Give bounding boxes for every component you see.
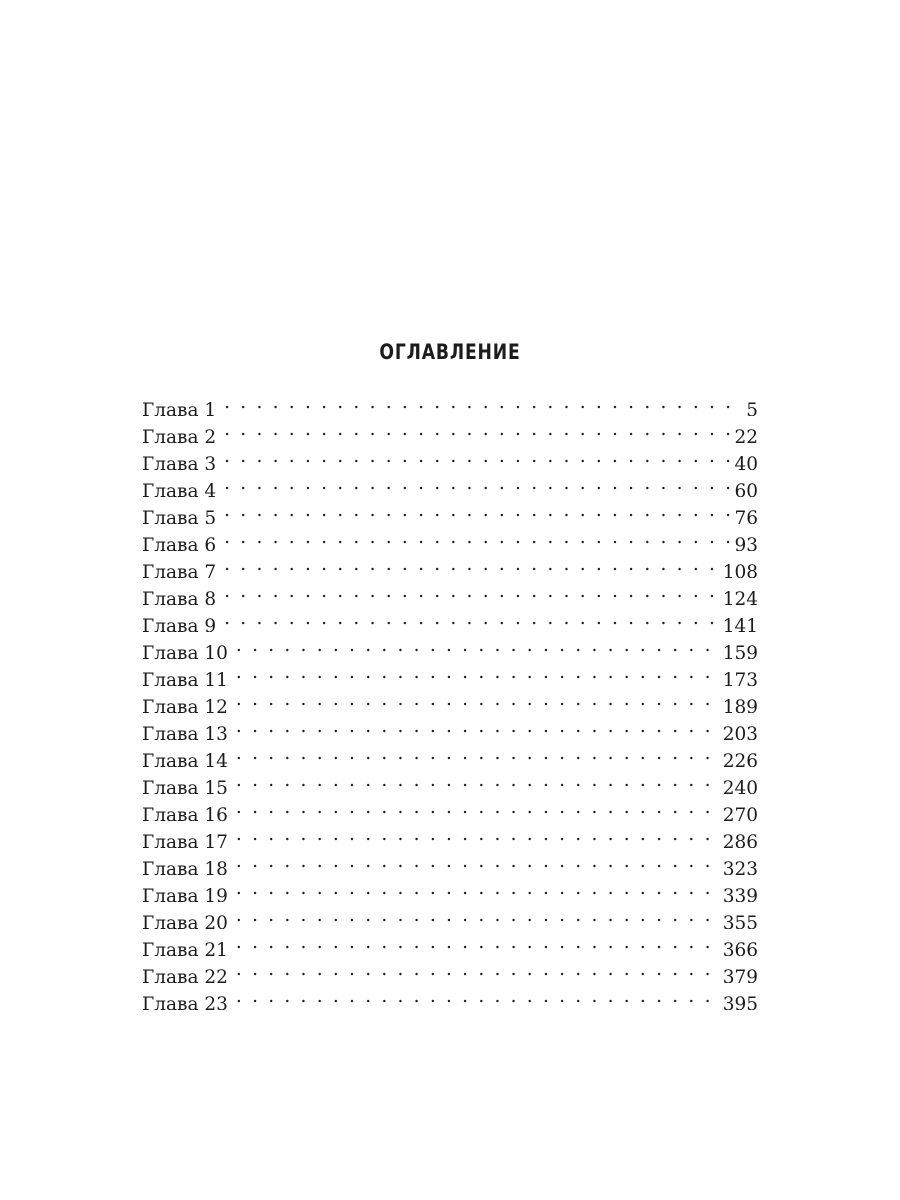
dot-leader [224,443,730,470]
toc-entry [142,794,758,821]
dot-leader [236,632,719,659]
toc-entry [142,524,758,551]
toc-entry [142,551,758,578]
toc-entry-page-number: 40 [730,451,758,470]
dot-leader [224,470,730,497]
toc-entry-label: Глава 1 [142,397,224,416]
toc-entry [142,713,758,740]
toc-entry-label: Глава 4 [142,478,224,497]
toc-entry-label: Глава 18 [142,856,236,875]
toc-entry-page-number: 124 [719,586,758,605]
toc-entry [142,389,758,416]
toc-entry [142,659,758,686]
dot-leader [224,497,730,524]
dot-leader [224,578,719,605]
toc-entry-page-number: 60 [730,478,758,497]
toc-entry-page-number: 173 [719,667,758,686]
toc-entry-page-number: 159 [719,640,758,659]
toc-entry [142,416,758,443]
toc-entry [142,956,758,983]
dot-leader [236,983,719,1010]
toc-entry-page-number: 323 [719,856,758,875]
dot-leader [224,524,730,551]
toc-entry [142,632,758,659]
toc-entry-page-number: 286 [719,829,758,848]
dot-leader [236,740,719,767]
toc-entry-page-number: 203 [719,721,758,740]
table-of-contents [142,389,758,1010]
page-title: ОГЛАВЛЕНИЕ [379,340,521,364]
dot-leader [236,929,719,956]
toc-entry [142,470,758,497]
toc-entry-label: Глава 22 [142,964,236,983]
toc-entry-label: Глава 16 [142,802,236,821]
toc-entry [142,929,758,956]
toc-entry-label: Глава 15 [142,775,236,794]
toc-entry-page-number: 93 [730,532,758,551]
dot-leader [224,416,730,443]
toc-entry [142,983,758,1010]
toc-entry-label: Глава 23 [142,991,236,1010]
toc-entry-page-number: 366 [719,937,758,956]
toc-entry-page-number: 379 [719,964,758,983]
toc-entry-label: Глава 17 [142,829,236,848]
toc-entry-label: Глава 11 [142,667,236,686]
toc-entry-label: Глава 10 [142,640,236,659]
toc-entry [142,767,758,794]
dot-leader [236,713,719,740]
toc-entry-label: Глава 7 [142,559,224,578]
toc-entry-label: Глава 5 [142,505,224,524]
toc-entry-page-number: 395 [719,991,758,1010]
dot-leader [236,875,719,902]
toc-entry [142,740,758,767]
toc-entry-label: Глава 21 [142,937,236,956]
toc-entry-page-number: 22 [730,424,758,443]
toc-entry-label: Глава 2 [142,424,224,443]
toc-entry-label: Глава 3 [142,451,224,470]
toc-entry-page-number: 339 [719,883,758,902]
dot-leader [224,389,742,416]
toc-entry [142,848,758,875]
dot-leader [236,821,719,848]
dot-leader [236,956,719,983]
toc-entry-page-number: 108 [719,559,758,578]
toc-entry-label: Глава 8 [142,586,224,605]
dot-leader [236,659,719,686]
dot-leader [236,794,719,821]
toc-entry-page-number: 141 [719,613,758,632]
toc-entry-page-number: 270 [719,802,758,821]
dot-leader [224,605,719,632]
toc-entry-page-number: 355 [719,910,758,929]
toc-entry-page-number: 76 [730,505,758,524]
toc-entry-page-number: 240 [719,775,758,794]
toc-entry [142,875,758,902]
toc-entry [142,497,758,524]
toc-entry [142,821,758,848]
toc-entry-label: Глава 13 [142,721,236,740]
toc-entry-label: Глава 20 [142,910,236,929]
dot-leader [236,686,719,713]
toc-entry-label: Глава 19 [142,883,236,902]
toc-entry-label: Глава 12 [142,694,236,713]
toc-entry [142,605,758,632]
toc-entry [142,686,758,713]
toc-entry-label: Глава 9 [142,613,224,632]
dot-leader [236,902,719,929]
dot-leader [236,848,719,875]
toc-entry [142,902,758,929]
dot-leader [236,767,719,794]
toc-entry-page-number: 189 [719,694,758,713]
toc-entry-page-number: 5 [742,397,758,416]
toc-entry [142,443,758,470]
toc-entry-label: Глава 6 [142,532,224,551]
toc-entry [142,578,758,605]
toc-entry-label: Глава 14 [142,748,236,767]
toc-entry-page-number: 226 [719,748,758,767]
dot-leader [224,551,719,578]
